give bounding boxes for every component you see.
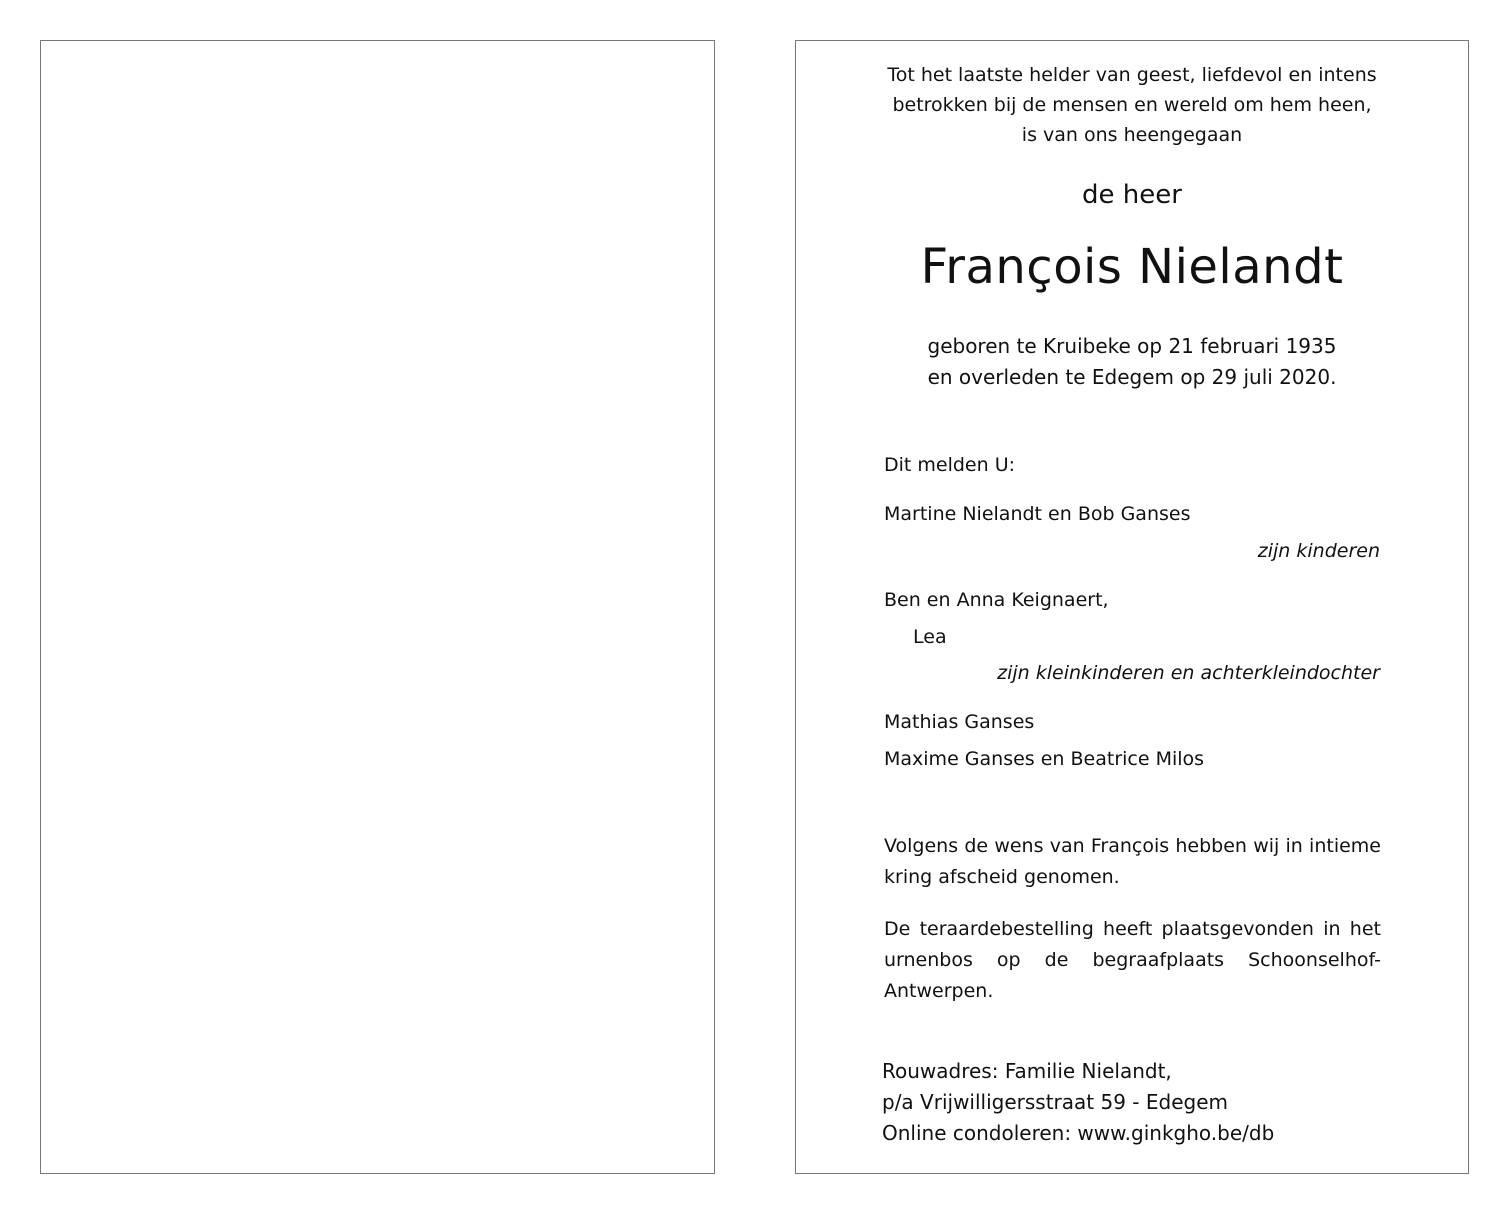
grandchildren-line-2: Lea <box>913 626 947 648</box>
life-dates <box>796 331 1468 393</box>
address-line: p/a Vrijwilligersstraat 59 - Edegem <box>882 1090 1228 1114</box>
condolence-line: Online condoleren: www.ginkgho.be/db <box>882 1121 1275 1145</box>
wish-paragraph: Volgens de wens van François hebben wij in intieme kring afscheid genomen. <box>884 835 1381 888</box>
deceased-name: François Nielandt <box>920 239 1344 295</box>
address-line: Rouwadres: Familie Nielandt, <box>882 1059 1172 1083</box>
intro-line: Tot het laatste helder van geest, liefdevol en intens <box>887 64 1377 86</box>
announce-text: Dit melden U: <box>884 454 1016 476</box>
salutation: de heer <box>1082 180 1182 210</box>
family-member-2: Maxime Ganses en Beatrice Milos <box>884 748 1205 770</box>
intro-line: betrokken bij de mensen en wereld om hem heen, <box>892 94 1372 116</box>
intro-line: is van ons heengegaan <box>1021 124 1243 146</box>
death-line: en overleden te Edegem op 29 juli 2020. <box>927 365 1337 389</box>
blank-left-page <box>40 40 715 1174</box>
children-names: Martine Nielandt en Bob Ganses <box>884 503 1191 525</box>
burial-paragraph: De teraardebestelling heeft plaatsgevonden in het urnenbos op de begraafplaats Schoonselhof-Antwerpen. <box>884 918 1381 1002</box>
children-role: zijn kinderen <box>1257 540 1380 562</box>
birth-line: geboren te Kruibeke op 21 februari 1935 <box>927 334 1337 358</box>
intro-text <box>796 60 1468 150</box>
mourning-card-page <box>795 40 1469 1174</box>
grandchildren-role: zijn kleinkinderen en achterkleindochter <box>997 662 1380 684</box>
family-member-1: Mathias Ganses <box>884 711 1035 733</box>
grandchildren-line-1: Ben en Anna Keignaert, <box>884 589 1109 611</box>
address-block <box>882 1056 1274 1149</box>
